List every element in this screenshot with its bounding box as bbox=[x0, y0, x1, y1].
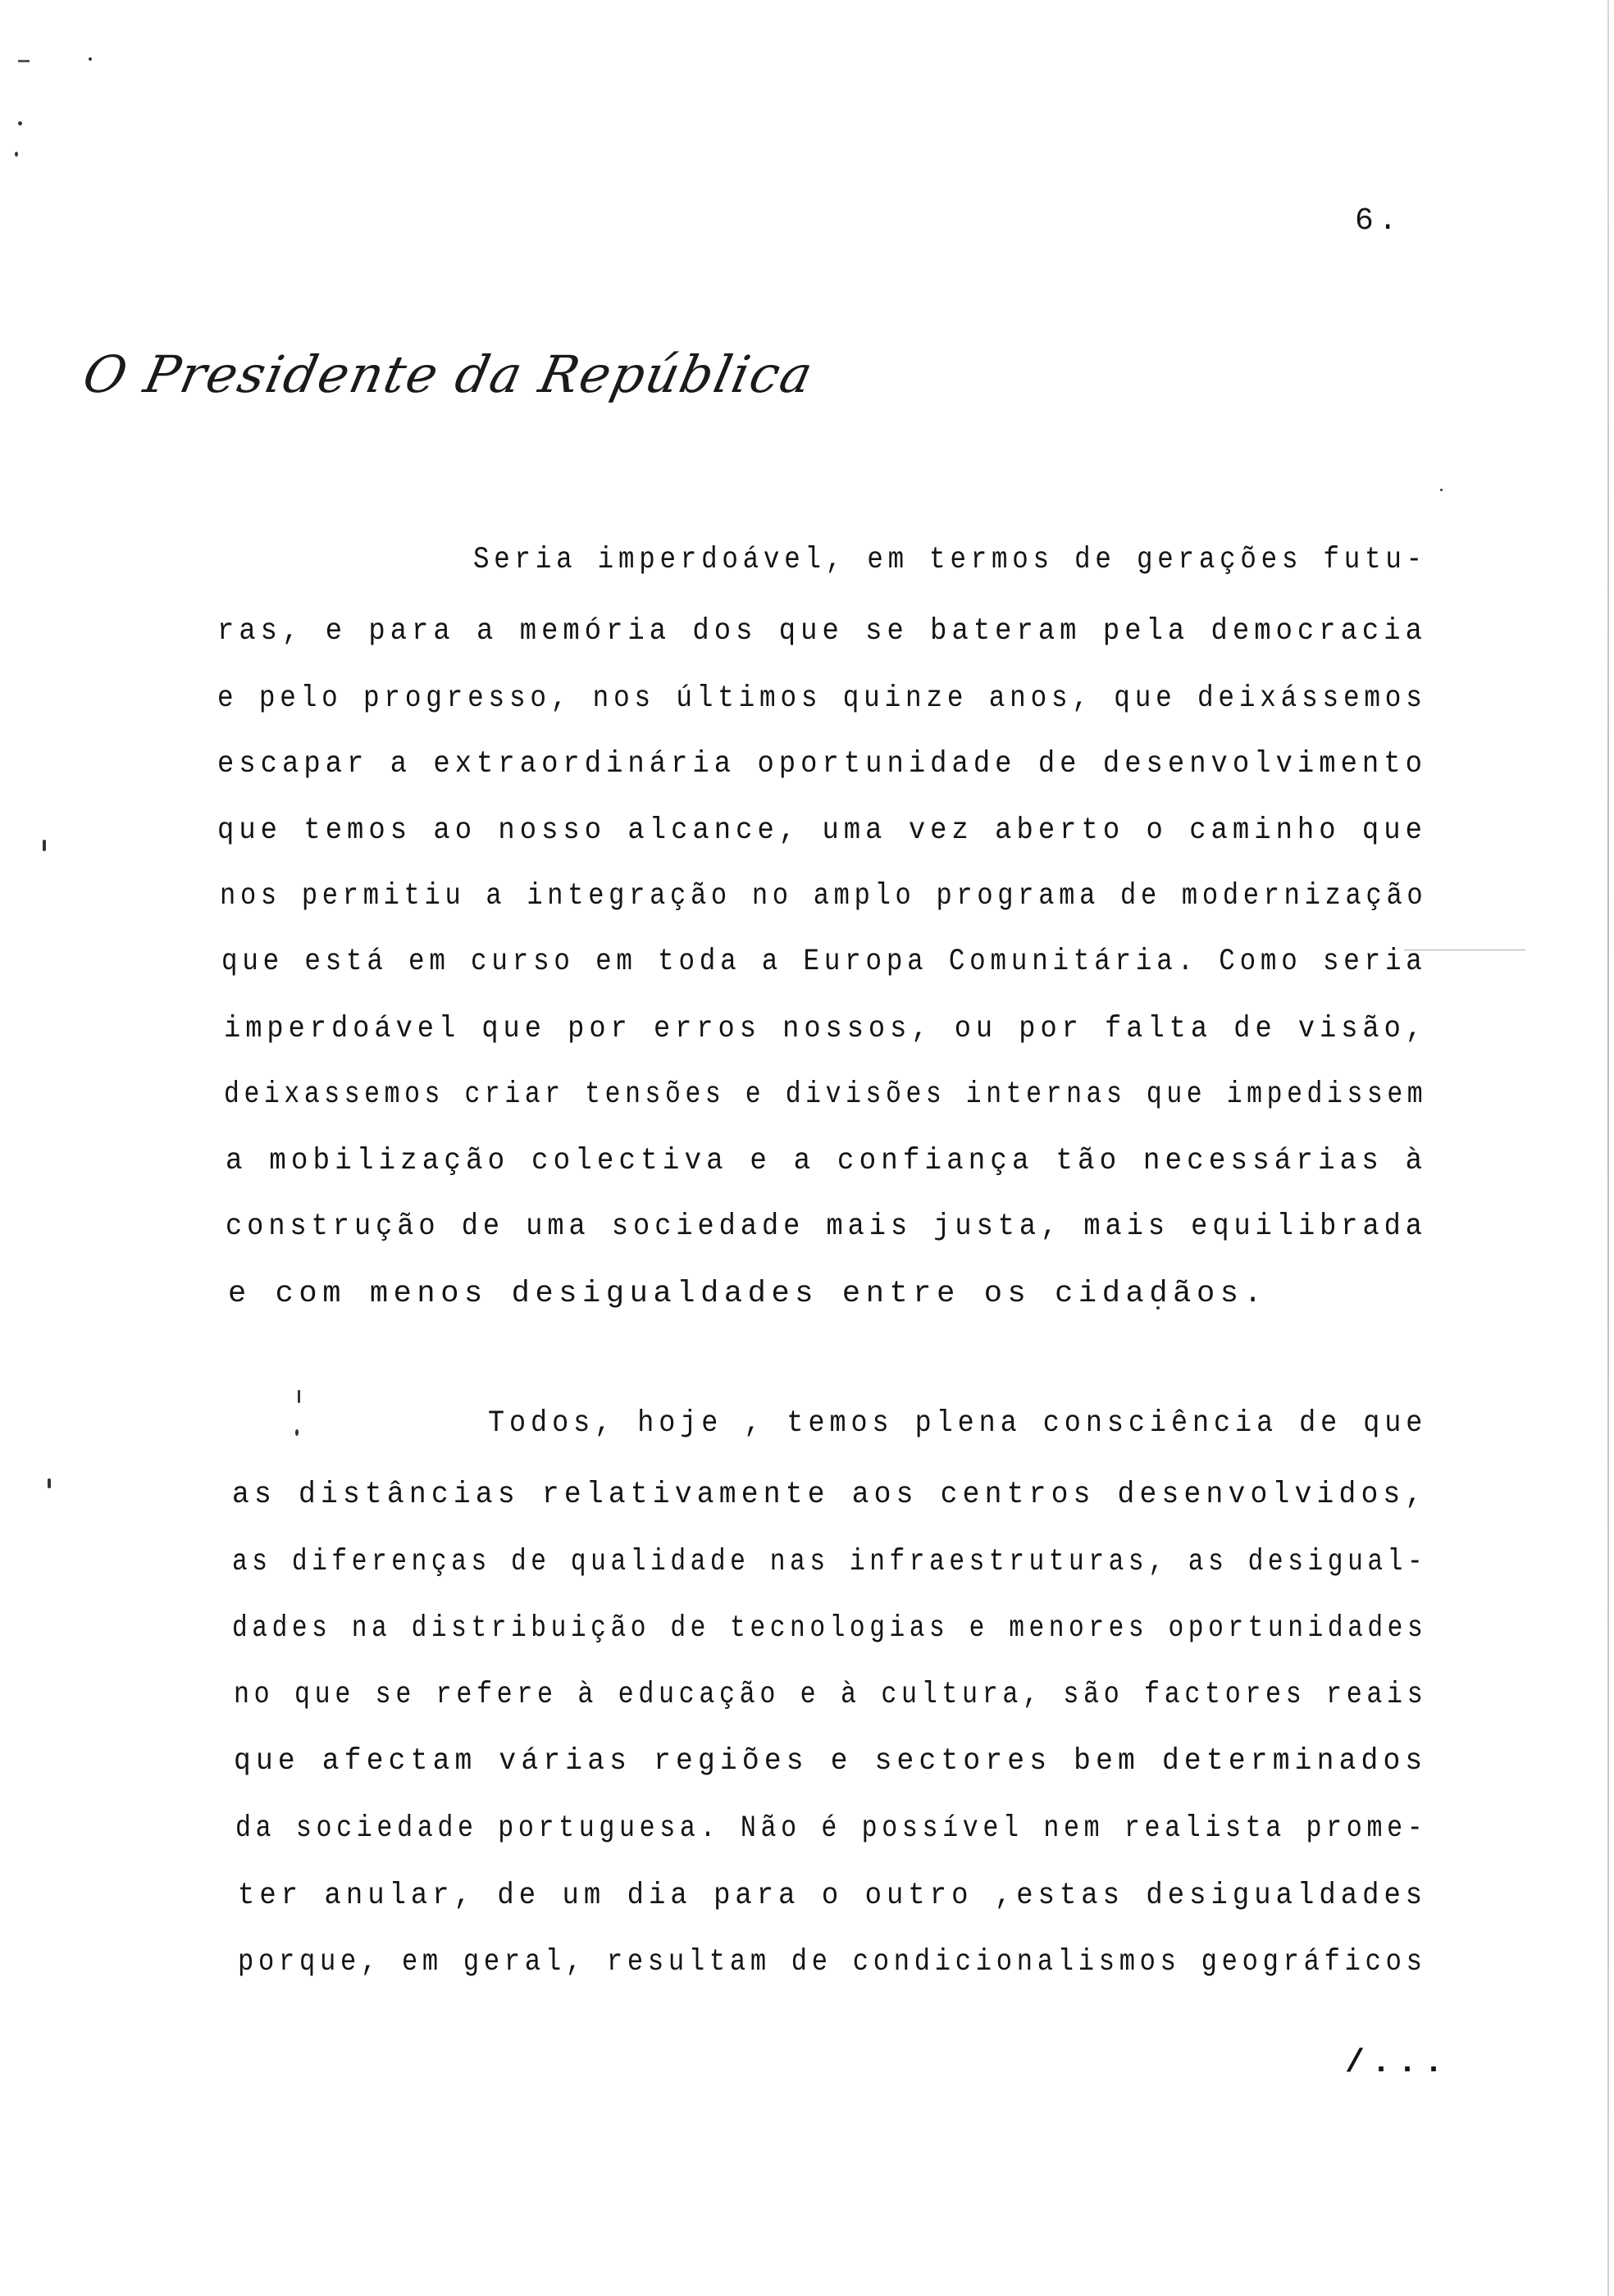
scan-speck bbox=[89, 57, 92, 61]
text-line: escapar a extraordinária oportunidade de desenvolvimento bbox=[217, 747, 1427, 781]
text-line: as distâncias relativamente aos centros desenvolvidos, bbox=[232, 1478, 1428, 1512]
scan-speck bbox=[1440, 489, 1443, 491]
letterhead-signature: O Presidente da República bbox=[78, 344, 819, 404]
text-line: que afectam várias regiões e sectores bem determinados bbox=[234, 1744, 1428, 1779]
text-line: Seria imperdoável, em termos de gerações futu- bbox=[473, 543, 1427, 577]
text-line: dades na distribuição de tecnologias e menores oportunidades bbox=[232, 1611, 1428, 1646]
text-line: da sociedade portuguesa. Não é possível nem realista prome- bbox=[235, 1811, 1428, 1846]
text-line: porque, em geral, resultam de condicionalismos geográficos bbox=[238, 1945, 1427, 1979]
text-line: que está em curso em toda a Europa Comunitária. Como seria bbox=[221, 945, 1427, 979]
text-line: nos permitiu a integração no amplo programa de modernização bbox=[220, 879, 1428, 913]
text-line: a mobilização colectiva e a confiança tão necessárias à bbox=[226, 1144, 1428, 1178]
text-line: e com menos desigualdades entre os cidadãos. bbox=[228, 1277, 1268, 1311]
text-line: Todos, hoje , temos plena consciência de que bbox=[488, 1406, 1428, 1441]
text-line: deixassemos criar tensões e divisões internas que impedissem bbox=[224, 1077, 1428, 1112]
scan-mark bbox=[18, 60, 30, 62]
scan-speck bbox=[295, 1429, 299, 1436]
text-line: e pelo progresso, nos últimos quinze anos, que deixássemos bbox=[217, 681, 1427, 716]
text-line: que temos ao nosso alcance, uma vez aberto o caminho que bbox=[217, 813, 1427, 848]
page-number: 6. bbox=[1355, 203, 1402, 239]
scan-speck bbox=[298, 1390, 300, 1403]
text-line: ter anular, de um dia para o outro ,estas desigualdades bbox=[238, 1879, 1428, 1913]
text-line: construção de uma sociedade mais justa, mais equilibrada bbox=[226, 1210, 1427, 1244]
text-line: as diferenças de qualidade nas infraestruturas, as desigual- bbox=[232, 1545, 1428, 1579]
scan-edge bbox=[1607, 0, 1609, 2296]
text-line: ras, e para a memória dos que se bateram pela democracia bbox=[217, 614, 1427, 649]
scan-speck bbox=[18, 121, 22, 125]
scan-speck bbox=[48, 1478, 51, 1488]
text-line: no que se refere à educação e à cultura, são factores reais bbox=[234, 1678, 1428, 1712]
scan-speck bbox=[15, 152, 18, 157]
text-line: imperdoável que por erros nossos, ou por falta de visão, bbox=[224, 1012, 1428, 1046]
scan-speck bbox=[43, 840, 46, 851]
continuation-mark: /... bbox=[1345, 2045, 1451, 2082]
